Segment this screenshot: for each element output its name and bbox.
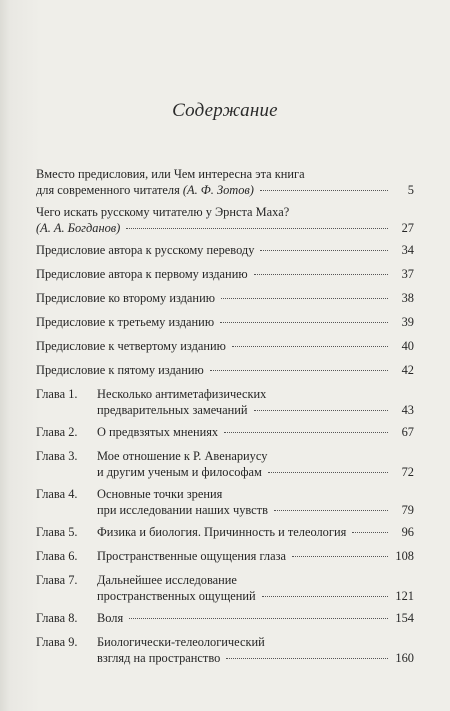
toc-page-number: 38 [401, 291, 414, 305]
toc-entry-line [97, 402, 414, 418]
toc-entry-text: Дальнейшее исследование [97, 573, 237, 587]
toc-entry-line [36, 338, 414, 354]
toc-entry-line [36, 314, 414, 330]
toc-entry [36, 314, 414, 330]
toc-entry-text: Воля [97, 611, 124, 625]
toc-entry-text: Предисловие к четвертому изданию [36, 339, 226, 353]
dot-leader [232, 346, 388, 347]
dot-leader [224, 432, 388, 433]
toc-chapter [36, 634, 414, 666]
toc-entry-text: предварительных замечаний [97, 403, 248, 417]
dot-leader [254, 410, 388, 411]
toc-entry-text [36, 220, 120, 236]
toc-entry-line [97, 650, 414, 666]
toc-chapter [36, 386, 414, 418]
toc-chapter [36, 548, 414, 564]
toc-entry-text: О предвзятых мнениях [97, 425, 219, 439]
chapter-label: Глава 9. [36, 635, 78, 649]
toc-page-number: 160 [395, 651, 414, 665]
toc-entry-line [97, 502, 414, 518]
dot-leader [274, 510, 388, 511]
toc-entry [36, 242, 414, 258]
dot-leader [254, 274, 388, 275]
toc-page-number: 79 [401, 503, 414, 517]
toc-page-number: 121 [395, 589, 414, 603]
toc-page-number: 67 [401, 425, 414, 439]
chapter-title [97, 486, 414, 518]
toc-entry-text: Основные точки зрения [97, 487, 223, 501]
toc-entry [36, 204, 414, 236]
toc-entry-editor: (А. А. Богданов) [36, 221, 121, 235]
toc-entry-text: и другим ученым и философам [97, 465, 262, 479]
toc-chapter [36, 610, 414, 626]
chapter-title [97, 634, 414, 666]
toc-chapter [36, 448, 414, 480]
page-title: Содержание [172, 100, 278, 121]
chapter-label: Глава 4. [36, 487, 78, 501]
toc-page-number: 39 [401, 315, 414, 329]
dot-leader [129, 618, 388, 619]
toc-entry-line [97, 588, 414, 604]
toc-page-number: 27 [401, 221, 414, 235]
chapter-title [97, 386, 414, 418]
toc-entry-text: Биологически-телеологический [97, 635, 265, 649]
toc-entry-text: Вместо предисловия, или Чем интересна эта книга [36, 167, 305, 181]
chapter-title [97, 448, 414, 480]
dot-leader [352, 532, 388, 533]
toc-entry-text: при исследовании наших чувств [97, 503, 268, 517]
dot-leader [268, 472, 388, 473]
toc-entry-line [97, 610, 414, 626]
toc-entry [36, 266, 414, 282]
toc-entry-text: Предисловие автора к русскому переводу [36, 243, 255, 257]
toc-entry-line [36, 182, 414, 198]
toc-entry-text: взгляд на пространство [97, 651, 221, 665]
toc-page-number: 96 [401, 525, 414, 539]
toc-page-number: 43 [401, 403, 414, 417]
toc-entry-text: Мое отношение к Р. Авенариусу [97, 449, 268, 463]
toc-entry-line [36, 362, 414, 378]
toc-entry-line [97, 424, 414, 440]
chapter-label: Глава 8. [36, 611, 78, 625]
dot-leader [221, 298, 388, 299]
toc-entry-text: пространственных ощущений [97, 589, 256, 603]
toc-entry-text: Предисловие к пятому изданию [36, 363, 204, 377]
toc-entry-text: Предисловие ко второму изданию [36, 291, 215, 305]
toc-entry-text: Чего искать русскому читателю у Эрнста Маха? [36, 205, 290, 219]
dot-leader [226, 658, 388, 659]
toc-entry-text: Пространственные ощущения глаза [97, 549, 286, 563]
chapter-label: Глава 5. [36, 525, 78, 539]
toc-entry-line [36, 290, 414, 306]
toc-entry-line [36, 266, 414, 282]
toc-entry [36, 362, 414, 378]
chapter-label: Глава 3. [36, 449, 78, 463]
dot-leader [210, 370, 388, 371]
toc-page-number: 42 [401, 363, 414, 377]
chapter-label: Глава 7. [36, 573, 78, 587]
toc-chapter [36, 486, 414, 518]
toc-page-number: 34 [401, 243, 414, 257]
chapter-title [97, 424, 414, 440]
toc-chapter [36, 524, 414, 540]
toc-entry-editor: (А. Ф. Зотов) [182, 183, 254, 197]
toc-entry [36, 166, 414, 198]
toc-entry-text: Несколько антиметафизических [97, 387, 267, 401]
chapter-title [97, 572, 414, 604]
dot-leader [260, 250, 388, 251]
dot-leader [126, 228, 388, 229]
toc-entry-text: Предисловие к третьему изданию [36, 315, 215, 329]
toc-page-number: 154 [395, 611, 414, 625]
toc-entry-line [97, 524, 414, 540]
toc-page-number: 37 [401, 267, 414, 281]
chapter-title [97, 524, 414, 540]
toc-entry-text: Физика и биология. Причинность и телеология [97, 525, 347, 539]
toc-page-number: 72 [401, 465, 414, 479]
toc-entry-text: для современного читателя (А. Ф. Зотов) [36, 183, 254, 197]
toc-page-number: 5 [407, 183, 414, 197]
dot-leader [262, 596, 388, 597]
toc-entry-line [97, 548, 414, 564]
toc-chapter [36, 424, 414, 440]
toc-entry [36, 338, 414, 354]
chapter-title [97, 610, 414, 626]
chapter-label: Глава 2. [36, 425, 78, 439]
dot-leader [292, 556, 388, 557]
chapter-label: Глава 1. [36, 387, 78, 401]
toc-page-number: 108 [395, 549, 414, 563]
toc-entry-line [36, 220, 414, 236]
toc-entry [36, 290, 414, 306]
dot-leader [260, 190, 388, 191]
chapter-label: Глава 6. [36, 549, 78, 563]
toc-page-number: 40 [401, 339, 414, 353]
toc-chapter [36, 572, 414, 604]
toc-entry-line [97, 464, 414, 480]
toc-entry-text: Предисловие автора к первому изданию [36, 267, 248, 281]
dot-leader [220, 322, 388, 323]
chapter-title [97, 548, 414, 564]
toc-entry-line [36, 242, 414, 258]
